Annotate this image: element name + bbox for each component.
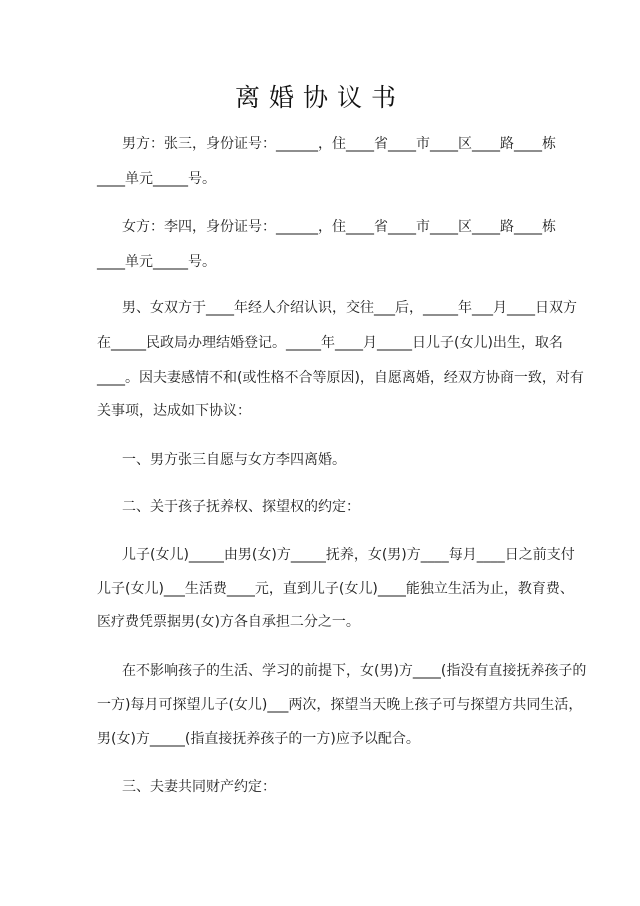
clause-three-heading: 三、夫妻共同财产约定： [122, 779, 276, 795]
marriage-paragraph-line-1: 男、女双方于____年经人介绍认识，交往___后，_____年___月____日双方 [122, 300, 577, 316]
visitation-paragraph-line-3: 男(女)方_____(指直接抚养孩子的一方)应予以配合。 [97, 731, 420, 747]
document-title: 离婚协议书 [234, 83, 405, 112]
custody-paragraph-line-3: 医疗费凭票据男(女)方各自承担二分之一。 [97, 614, 360, 630]
visitation-paragraph-line-2: 一方)每月可探望儿子(女儿)___两次，探望当天晚上孩子可与探望方共同生活， [97, 697, 583, 713]
man-info-line-2: ____单元_____号。 [97, 171, 216, 187]
woman-info-line-2: ____单元_____号。 [97, 254, 216, 270]
marriage-paragraph-line-4: 关事项，达成如下协议： [97, 403, 251, 419]
marriage-paragraph-line-2: 在_____民政局办理结婚登记。_____年____月_____日儿子(女儿)出生，取名 [97, 335, 563, 351]
clause-one: 一、男方张三自愿与女方李四离婚。 [122, 452, 346, 468]
custody-paragraph-line-1: 儿子(女儿)_____由男(女)方_____抚养，女(男)方____每月____日之前支付 [122, 547, 575, 563]
man-info-line-1: 男方：张三，身份证号：______，住____省____市____区____路____栋 [122, 136, 556, 152]
custody-paragraph-line-2: 儿子(女儿)___生活费____元，直到儿子(女儿)____能独立生活为止，教育费、 [97, 581, 574, 597]
marriage-paragraph-line-3: ____。因夫妻感情不和(或性格不合等原因)，自愿离婚，经双方协商一致，对有 [97, 370, 584, 386]
visitation-paragraph-line-1: 在不影响孩子的生活、学习的前提下，女(男)方____(指没有直接抚养孩子的 [122, 663, 587, 679]
clause-two-heading: 二、关于孩子抚养权、探望权的约定： [122, 499, 360, 515]
woman-info-line-1: 女方：李四，身份证号：______，住____省____市____区____路____栋 [122, 219, 556, 235]
